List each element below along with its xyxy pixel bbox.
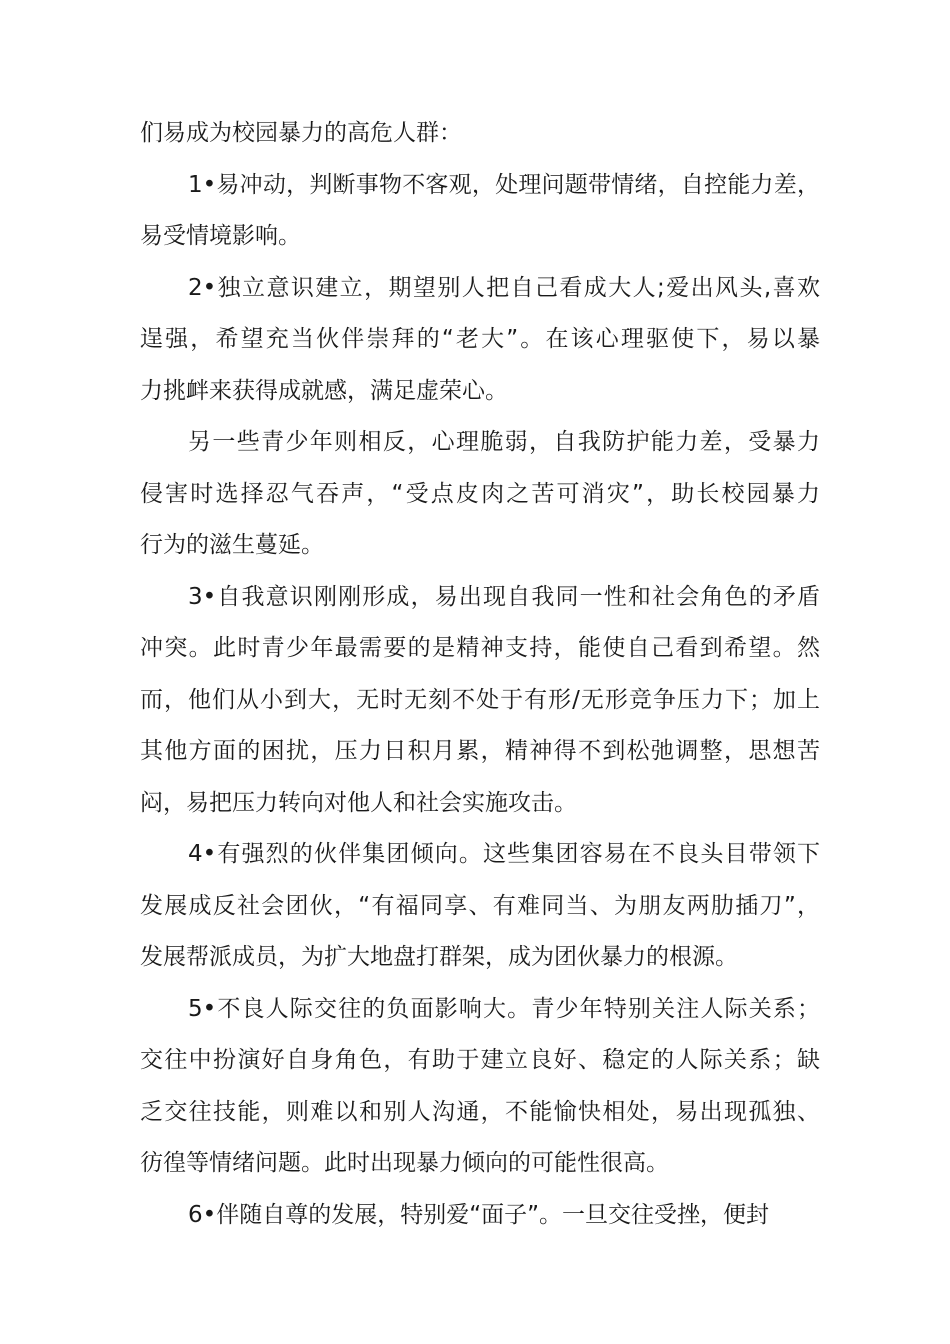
text-line: 而，他们从小到大，无时无刻不处于有形/无形竞争压力下；加上 — [140, 687, 820, 713]
text-line: 彷徨等情绪问题。此时出现暴力倾向的可能性很高。 — [140, 1150, 669, 1176]
text-line: 发展成反社会团伙，“有福同享、有难同当、为朋友两肋插刀”， — [140, 893, 820, 919]
text-line: 行为的滋生蔓延。 — [140, 532, 324, 558]
text-line: 乏交往技能，则难以和别人沟通，不能愉快相处，易出现孤独、 — [140, 1099, 820, 1125]
text-line: 2•独立意识建立，期望别人把自己看成大人;爱出风头,喜欢 — [188, 275, 820, 301]
text-line: 冲突。此时青少年最需要的是精神支持，能使自己看到希望。然 — [140, 635, 820, 661]
text-line: 其他方面的困扰，压力日积月累，精神得不到松弛调整，思想苦 — [140, 738, 820, 764]
text-line: 交往中扮演好自身角色，有助于建立良好、稳定的人际关系；缺 — [140, 1047, 820, 1073]
text-line: 4•有强烈的伙伴集团倾向。这些集团容易在不良头目带领下 — [188, 841, 820, 867]
text-line: 5•不良人际交往的负面影响大。青少年特别关注人际关系； — [188, 996, 820, 1022]
text-line: 1•易冲动，判断事物不客观，处理问题带情绪，自控能力差， — [188, 172, 820, 198]
text-line: 们易成为校园暴力的高危人群： — [140, 120, 462, 146]
text-line: 力挑衅来获得成就感，满足虚荣心。 — [140, 378, 508, 404]
text-line: 逞强，希望充当伙伴崇拜的“老大”。在该心理驱使下，易以暴 — [140, 326, 820, 352]
text-line: 易受情境影响。 — [140, 223, 301, 249]
text-line: 另一些青少年则相反，心理脆弱，自我防护能力差，受暴力 — [188, 429, 820, 455]
text-line: 发展帮派成员，为扩大地盘打群架，成为团伙暴力的根源。 — [140, 944, 738, 970]
text-line: 闷，易把压力转向对他人和社会实施攻击。 — [140, 790, 577, 816]
text-line: 3•自我意识刚刚形成，易出现自我同一性和社会角色的矛盾 — [188, 584, 820, 610]
text-line: 侵害时选择忍气吞声，“受点皮肉之苦可消灾”，助长校园暴力 — [140, 481, 820, 507]
text-line: 6•伴随自尊的发展，特别爱“面子”。一旦交往受挫，便封 — [188, 1202, 770, 1228]
